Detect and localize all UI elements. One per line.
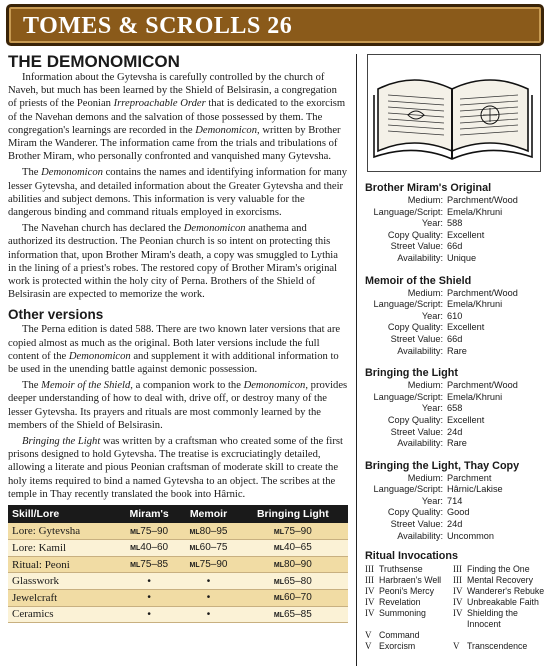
ritual-rank: IV xyxy=(453,608,463,619)
ml-cell: ML75–90 xyxy=(179,556,237,573)
book-property xyxy=(365,218,545,230)
property-label: Availability: xyxy=(397,252,443,263)
ml-cell: ML40–65 xyxy=(238,540,348,557)
ritual-rank: III xyxy=(365,575,374,586)
book-property xyxy=(365,311,545,323)
property-label: Language/Script: xyxy=(373,206,443,217)
property-value: 610 xyxy=(447,310,463,321)
property-label: Year: xyxy=(421,310,443,321)
ritual-name: Harbraen's Well xyxy=(379,575,442,586)
article-column xyxy=(8,52,348,623)
table-row xyxy=(8,589,348,606)
property-label: Year: xyxy=(421,495,443,506)
property-value: 714 xyxy=(447,495,463,506)
book-property xyxy=(365,334,545,346)
table-header-row xyxy=(8,505,348,523)
property-label: Medium: xyxy=(407,380,443,391)
book-property xyxy=(365,241,545,253)
ritual-name: Finding the One xyxy=(467,564,530,575)
ritual-item xyxy=(365,608,453,630)
chapter-header xyxy=(6,4,544,46)
open-book-icon xyxy=(368,55,540,171)
property-label: Language/Script: xyxy=(373,391,443,402)
property-value: 24d xyxy=(447,426,463,437)
table-row xyxy=(8,523,348,540)
ritual-rank: IV xyxy=(365,597,375,608)
book-property xyxy=(365,531,545,543)
table-body xyxy=(8,523,348,623)
ritual-item xyxy=(453,597,545,608)
book-property xyxy=(365,415,545,427)
property-value: Excellent xyxy=(447,322,485,333)
property-value: Parchment/Wood xyxy=(447,287,518,298)
ml-cell: • xyxy=(119,589,179,606)
property-value: Parchment/Wood xyxy=(447,380,518,391)
open-book-illustration xyxy=(367,54,541,172)
ml-cell: ML75–85 xyxy=(119,556,179,573)
ritual-item xyxy=(365,641,453,652)
ritual-rank: IV xyxy=(365,586,375,597)
paragraph-5: The Memoir of the Shield, a companion work to the Demonomicon, provides deeper understanding of how to deal with, drive off, or destroy many of the lesser Gytevsha. Its prayers and rituals are most commonly learned by the members of the Shield of Belsirasin. xyxy=(8,380,348,431)
ritual-name xyxy=(467,630,545,641)
book-property xyxy=(365,207,545,219)
book-property xyxy=(365,484,545,496)
ritual-item xyxy=(453,630,545,641)
property-value: Parchment/Wood xyxy=(447,195,518,205)
ritual-name: Peoni's Mercy xyxy=(379,586,434,597)
property-value: 588 xyxy=(447,218,463,229)
property-value: Emela/Khruni xyxy=(447,206,503,217)
book-property xyxy=(365,438,545,450)
property-value: Hârnic/Lakise xyxy=(447,484,503,495)
ml-cell: • xyxy=(179,606,237,623)
paragraph-6: Bringing the Light was written by a craftsman who created some of the first prisons designed to hold Gytevsha. The treatise is excruciatingly detailed, allowing a literate and pious Peonian craftsman of moderate skill to create the holy items required to bind a named Gytevsha to an object. The scribes at the temple in Thay recently translated the book into Hârnic. xyxy=(8,436,343,500)
ml-cell: • xyxy=(119,573,179,590)
table-row xyxy=(8,573,348,590)
column-divider xyxy=(356,54,357,666)
sidebar-column xyxy=(365,52,545,652)
skill-cell: Ceramics xyxy=(8,606,119,623)
book-property xyxy=(365,230,545,242)
ritual-invocations-title: Ritual Invocations xyxy=(365,550,458,563)
paragraph-4: The Perna edition is dated 588. There are two known later versions that are copied almost as much as the original. Both later versions include the full content of the Demonomicon and supplement it with additional information to be used in the unending battle against demonic possession. xyxy=(8,324,341,376)
ritual-item xyxy=(365,564,453,575)
property-value: 658 xyxy=(447,403,463,414)
ritual-name: Wanderer's Rebuke xyxy=(467,586,545,597)
property-value: Good xyxy=(447,507,470,518)
skill-cell: Ritual: Peoni xyxy=(8,556,119,573)
ritual-rank: V xyxy=(365,641,372,652)
col-header-skill: Skill/Lore xyxy=(8,505,119,523)
book-title: Brother Miram's Original xyxy=(365,182,492,194)
book-title: Bringing the Light xyxy=(365,367,458,380)
property-value: Parchment xyxy=(447,472,492,483)
col-header-mirams: Miram's xyxy=(119,505,179,523)
ritual-rank: III xyxy=(453,564,462,575)
property-value: Uncommon xyxy=(447,530,494,541)
ritual-rank: V xyxy=(365,630,372,641)
book-property xyxy=(365,195,545,207)
ritual-item xyxy=(453,586,545,597)
property-label: Medium: xyxy=(407,287,443,298)
property-value: 24d xyxy=(447,519,463,530)
table-row xyxy=(8,540,348,557)
book-entry xyxy=(365,460,545,543)
property-label: Medium: xyxy=(407,472,443,483)
ritual-rank xyxy=(453,630,467,641)
ritual-name: Mental Recovery xyxy=(467,575,534,586)
ml-cell: ML65–80 xyxy=(238,573,348,590)
ritual-name: Shielding the Innocent xyxy=(467,608,518,630)
ritual-rank: III xyxy=(365,564,374,575)
ml-cell: • xyxy=(119,606,179,623)
ml-cell: ML40–60 xyxy=(119,540,179,557)
book-property xyxy=(365,322,545,334)
ml-cell: • xyxy=(179,573,237,590)
paragraph-1: Information about the Gytevsha is carefully controlled by the church of Naveh, but much has been learned by the Shield of Belsirasin, a congregation of priests of the Peonian Irreproachable Order that is dedicated to the exorcism of the Navehan demons and the salvation of those possessed by them. The congregation's learnings are recorded in the Demonomicon, written by Brother Miram the Wanderer. The information came from the trials and tribulations of Brother Miram, who personally confronted and vanquished many Gytevsha. xyxy=(8,72,346,163)
ritual-item xyxy=(365,630,453,641)
skill-cell: Glasswork xyxy=(8,573,119,590)
ritual-rank: III xyxy=(453,575,462,586)
ritual-item xyxy=(365,575,453,586)
ml-cell: • xyxy=(179,589,237,606)
ml-cell: ML80–95 xyxy=(179,523,237,540)
property-label: Copy Quality: xyxy=(387,322,443,333)
property-label: Language/Script: xyxy=(373,299,443,310)
property-value: Rare xyxy=(447,438,467,449)
book-property xyxy=(365,253,545,265)
ritual-name: Exorcism xyxy=(379,641,416,652)
section-title: Other versions xyxy=(8,307,104,323)
book-property xyxy=(365,496,545,508)
chapter-title: TOMES & SCROLLS 26 xyxy=(23,13,293,39)
book-property xyxy=(365,427,545,439)
property-label: Availability: xyxy=(397,345,443,356)
property-label: Copy Quality: xyxy=(387,414,443,425)
property-label: Copy Quality: xyxy=(387,229,443,240)
book-entry xyxy=(365,182,545,265)
ritual-item xyxy=(453,608,545,630)
book-entry xyxy=(365,275,545,358)
book-entry xyxy=(365,367,545,450)
book-title: Bringing the Light, Thay Copy xyxy=(365,459,520,472)
ml-cell: ML80–90 xyxy=(238,556,348,573)
book-property xyxy=(365,403,545,415)
property-value: 66d xyxy=(447,333,463,344)
paragraph-2: The Demonomicon contains the names and identifying information for many lesser Gytevsha, and detailed information about the Greater Gytevsha and their abilities and subject demons. This information is very valuable for the dangerous binding and command rituals employed in exorcisms. xyxy=(8,167,348,219)
property-value: Excellent xyxy=(447,229,485,240)
ml-cell: ML65–85 xyxy=(238,606,348,623)
ritual-name: Transcendence xyxy=(467,641,528,652)
skill-cell: Lore: Gytevsha xyxy=(8,523,119,540)
table-row xyxy=(8,556,348,573)
book-property xyxy=(365,473,545,485)
ritual-item xyxy=(365,586,453,597)
property-label: Street Value: xyxy=(390,426,443,437)
ml-cell: ML60–70 xyxy=(238,589,348,606)
property-value: Rare xyxy=(447,345,467,356)
ml-cell: ML75–90 xyxy=(119,523,179,540)
article-title: THE DEMONOMICON xyxy=(8,52,180,71)
property-label: Availability: xyxy=(397,438,443,449)
property-label: Year: xyxy=(421,218,443,229)
property-label: Availability: xyxy=(397,530,443,541)
property-value: Unique xyxy=(447,252,477,263)
ritual-rank: IV xyxy=(453,597,463,608)
property-label: Language/Script: xyxy=(373,484,443,495)
book-property xyxy=(365,392,545,404)
ml-cell: ML60–75 xyxy=(179,540,237,557)
col-header-memoir: Memoir xyxy=(179,505,237,523)
skill-lore-table xyxy=(8,505,348,623)
book-property xyxy=(365,519,545,531)
ritual-invocations-list xyxy=(365,564,545,652)
book-property xyxy=(365,299,545,311)
table-row xyxy=(8,606,348,623)
ritual-name: Revelation xyxy=(379,597,421,608)
ritual-rank: IV xyxy=(453,586,463,597)
ritual-name: Summoning xyxy=(379,608,426,619)
book-info-list xyxy=(365,182,545,542)
ritual-name: Command xyxy=(379,630,420,641)
skill-cell: Lore: Kamil xyxy=(8,540,119,557)
book-property xyxy=(365,346,545,358)
book-property xyxy=(365,288,545,300)
ritual-name: Unbreakable Faith xyxy=(467,597,539,608)
col-header-bringing-light: Bringing Light xyxy=(238,505,348,523)
ritual-item xyxy=(365,597,453,608)
book-property xyxy=(365,380,545,392)
ritual-item xyxy=(453,641,545,652)
property-label: Street Value: xyxy=(390,333,443,344)
property-label: Medium: xyxy=(407,195,443,205)
property-label: Street Value: xyxy=(390,241,443,252)
book-title: Memoir of the Shield xyxy=(365,274,472,287)
book-property xyxy=(365,507,545,519)
ritual-item xyxy=(453,575,545,586)
property-label: Copy Quality: xyxy=(387,507,443,518)
ritual-rank: V xyxy=(453,641,460,652)
ml-cell: ML75–90 xyxy=(238,523,348,540)
skill-cell: Jewelcraft xyxy=(8,589,119,606)
ritual-rank: IV xyxy=(365,608,375,619)
property-value: Emela/Khruni xyxy=(447,391,503,402)
ritual-name: Truthsense xyxy=(379,564,423,575)
property-value: 66d xyxy=(447,241,463,252)
property-value: Emela/Khruni xyxy=(447,299,503,310)
property-value: Excellent xyxy=(447,414,485,425)
property-label: Street Value: xyxy=(390,519,443,530)
ritual-item xyxy=(453,564,545,575)
property-label: Year: xyxy=(421,403,443,414)
paragraph-3: The Navehan church has declared the Demonomicon anathema and authorized its destruction. The Peonian church is so intent on protecting this information that, upon Brother Miram's death, a copy was smuggled to Lythia in the lining of a priest's robes. The restored copy of Brother Miram's original work is protected within the holy city of Perna. Brothers of the Shield of Belsirasin are expected to memorize the work. xyxy=(8,223,338,301)
